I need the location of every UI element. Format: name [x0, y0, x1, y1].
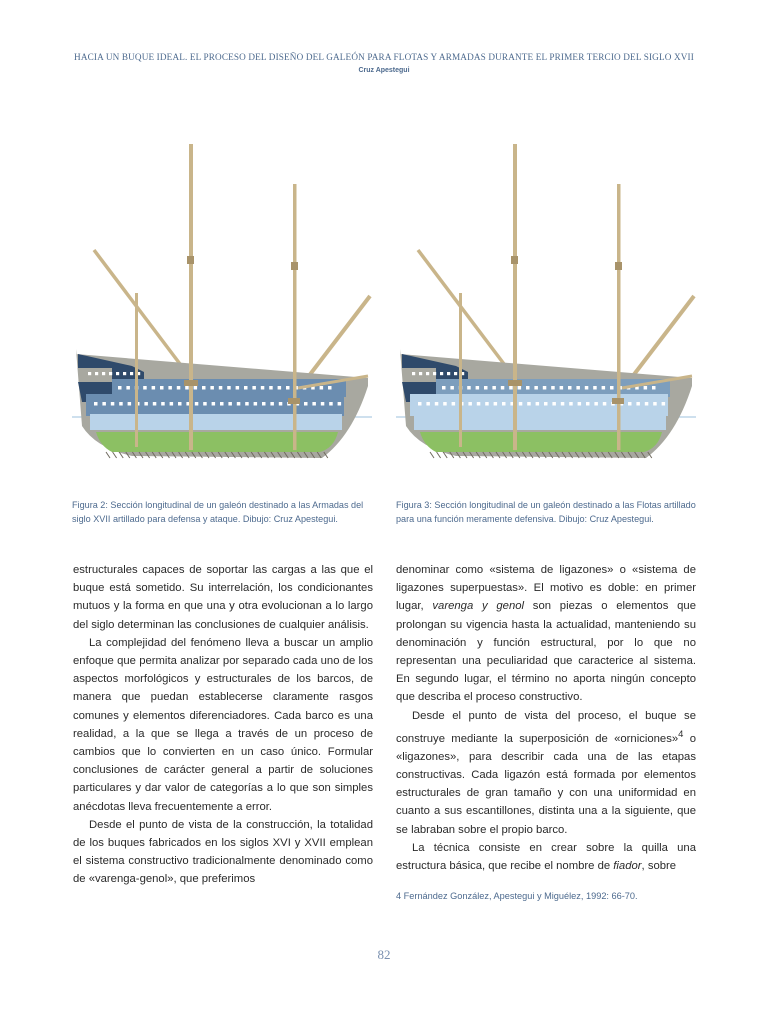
mizzenmast — [135, 293, 138, 447]
gunport — [102, 372, 105, 375]
gunport — [576, 386, 580, 390]
paragraph: estructurales capaces de soportar las cargas a las que el buque está sometido. Su interrelación, los condicionantes mutuos y la forma en que una y otra evolucionan a lo largo del siglo determinan las conclusiones de cualquier análisis. — [73, 564, 373, 631]
gunport — [228, 402, 232, 406]
running-title: HACIA UN BUQUE IDEAL. EL PROCESO DEL DISEÑO DEL GALEÓN PARA FLOTAS Y ARMADAS DURANTE EL PRIMER TERCIO DEL SIGLO XVII — [74, 52, 694, 62]
running-author: Cruz Apestegui — [358, 67, 410, 74]
gunport — [552, 402, 556, 406]
gunport — [585, 386, 589, 390]
gunport — [476, 386, 480, 390]
gunport — [160, 386, 164, 390]
gunport — [177, 386, 181, 390]
italic-term: fiador — [613, 860, 642, 873]
gunport — [594, 402, 598, 406]
gunport — [210, 386, 214, 390]
gunport — [534, 386, 538, 390]
gunport — [477, 402, 481, 406]
gunport — [212, 402, 216, 406]
gunport — [236, 386, 240, 390]
page-number: 82 — [377, 947, 391, 962]
gunport — [227, 386, 231, 390]
gunport — [328, 386, 332, 390]
gunport — [433, 372, 436, 375]
gunport — [286, 386, 290, 390]
gunport — [123, 372, 126, 375]
gunport — [95, 372, 98, 375]
gunport — [119, 402, 123, 406]
paragraph: Desde el punto de vista de la construcción, la totalidad de los buques fabricados en los siglos XVI y XVII emplean el sistema constructivo tradicionalmente denominado como de «varenga-genol», que preferimos — [73, 818, 373, 886]
gunport — [270, 402, 274, 406]
gunport — [519, 402, 523, 406]
gunport — [220, 402, 224, 406]
gunport — [279, 402, 283, 406]
mast-band — [187, 256, 194, 264]
gunport — [152, 386, 156, 390]
gunport — [426, 372, 429, 375]
gunport — [628, 402, 632, 406]
gunport — [509, 386, 513, 390]
foremast — [293, 184, 297, 450]
gunport — [194, 386, 198, 390]
gunport — [144, 402, 148, 406]
orlop-deck — [414, 414, 666, 430]
frame-mark — [430, 452, 434, 458]
text-run: , sobre — [641, 860, 677, 873]
gunport — [426, 402, 430, 406]
gunport — [442, 386, 446, 390]
text-run: son piezas o elementos que prolongan su vigencia hasta la actualidad, manteniendo su denominación y función estructural, por lo que no representan una peculiaridad que caracterice al sistema. En segundo lugar, el término no aporta ningún concepto que describa el proceso constructivo. — [396, 600, 696, 704]
gunport — [443, 402, 447, 406]
mast-partner — [508, 380, 522, 386]
mast-partner — [612, 398, 624, 404]
gunport — [202, 386, 206, 390]
gunport — [593, 386, 597, 390]
gunport — [321, 402, 325, 406]
gunport — [109, 372, 112, 375]
gunport — [418, 402, 422, 406]
hold — [420, 432, 662, 452]
gunport — [435, 402, 439, 406]
gunport — [454, 372, 457, 375]
paragraph — [396, 561, 696, 707]
hold — [96, 432, 338, 452]
mizzenmast — [459, 293, 462, 447]
gunport — [320, 386, 324, 390]
text-run: Desde el punto de vista del proceso, el buque se construye mediante la superposición de «orniciones» — [396, 709, 696, 745]
figure-2-caption: Figura 2: Sección longitudinal de un galeón destinado a las Armadas del siglo XVII artillado para defensa y ataque. Dibujo: Cruz Apestegui. — [72, 500, 364, 524]
gunport — [468, 402, 472, 406]
mainmast — [513, 144, 517, 450]
text-run: denominar como «sistema de ligazones» o «sistema de ligazones superpuestas». El motivo es doble: en primer lugar, — [396, 564, 696, 613]
foremast — [617, 184, 621, 450]
gunport — [245, 402, 249, 406]
figure-3-caption: Figura 3: Sección longitudinal de un galeón destinado a las Flotas artillado para una función meramente defensiva. Dibujo: Cruz Apestegui. — [396, 500, 696, 524]
gunport — [527, 402, 531, 406]
mainmast — [189, 144, 193, 450]
gunport — [126, 386, 129, 390]
gunport — [102, 402, 106, 406]
gunport — [111, 402, 115, 406]
gunport — [636, 402, 640, 406]
gunport — [203, 402, 207, 406]
gunport — [485, 402, 489, 406]
gunport — [450, 386, 454, 390]
gunport — [560, 386, 564, 390]
mast-band — [291, 262, 298, 270]
gunport — [329, 402, 333, 406]
gunport — [543, 386, 547, 390]
body-column-left — [73, 561, 373, 889]
mast-band — [511, 256, 518, 264]
gunport — [261, 386, 265, 390]
gunport — [278, 386, 282, 390]
gunport — [312, 402, 316, 406]
gunport — [492, 386, 496, 390]
mast-band — [615, 262, 622, 270]
footnote-ref[interactable]: 4 — [678, 727, 684, 739]
gunport — [447, 372, 450, 375]
gunport — [440, 372, 443, 375]
gunport — [304, 402, 308, 406]
gunport — [502, 402, 506, 406]
italic-term: varenga y genol — [432, 600, 525, 613]
gunport — [161, 402, 165, 406]
gunport — [94, 402, 98, 406]
gunport — [116, 372, 119, 375]
gunport — [569, 402, 573, 406]
gunport — [185, 386, 189, 390]
gunport — [653, 402, 657, 406]
gunport — [652, 386, 656, 390]
gunport — [338, 402, 342, 406]
gunport — [501, 386, 505, 390]
gunport — [662, 402, 666, 406]
gunport — [237, 402, 241, 406]
gunport — [130, 372, 133, 375]
gunport — [578, 402, 582, 406]
gunport — [419, 372, 422, 375]
text-run: La técnica consiste en crear sobre la quilla una estructura básica, que recibe el nombre de — [396, 841, 696, 873]
gunport — [412, 372, 415, 375]
gunport — [494, 402, 498, 406]
gunport — [610, 386, 614, 390]
gunport — [170, 402, 174, 406]
paragraph — [396, 707, 696, 839]
gunport — [536, 402, 540, 406]
gunport — [645, 402, 649, 406]
gunport — [568, 386, 572, 390]
gunport — [128, 402, 132, 406]
gunport — [143, 386, 147, 390]
frame-mark — [113, 452, 117, 458]
gunport — [467, 386, 471, 390]
gunport — [518, 386, 522, 390]
gunport — [88, 372, 91, 375]
footnote: 4 Fernández González, Apestegui y Miguélez, 1992: 66-70. — [396, 891, 638, 901]
paragraph: La complejidad del fenómeno lleva a buscar un amplio enfoque que permita analizar por separado cada uno de los aspectos morfológicos y estructurales de los barcos, de manera que puedan establecerse claramente rasgos comunes y elementos diferenciadores. Cada barco es una realidad, a la que se llega a través de un proceso de cambios que lo convierten en un caso único. Formular conclusiones de carácter general a partir de soluciones particulares y dar valor de categorías a lo que son simples anécdotas lleva frecuentemente a error. — [73, 636, 373, 813]
gunport — [603, 402, 607, 406]
gunport — [168, 386, 172, 390]
gunport — [602, 386, 606, 390]
mast-partner — [288, 398, 300, 404]
gunport — [484, 386, 488, 390]
body-column-right — [396, 561, 696, 875]
gunport — [254, 402, 258, 406]
figure-3-galleon-section — [396, 136, 696, 466]
gunport — [262, 402, 266, 406]
gunport — [195, 402, 199, 406]
gunport — [269, 386, 273, 390]
gunport — [178, 402, 182, 406]
gunport — [219, 386, 223, 390]
gunport — [252, 386, 256, 390]
frame-mark — [437, 452, 441, 458]
mast-partner — [184, 380, 198, 386]
gunport — [561, 402, 565, 406]
gunport — [526, 386, 530, 390]
text-run: o «ligazones», para describir cada una de las etapas constructivas. Cada ligazón está formada por elementos estructurales de gran tamaño y con una uniformidad en cuanto a sus escantillones, distinta una a la siguiente, que se labraban sobre el propio barco. — [396, 732, 696, 836]
gunport — [118, 386, 122, 390]
galleon-drawing-flotas — [396, 136, 696, 466]
frame-mark — [106, 452, 110, 458]
gunport — [544, 402, 548, 406]
galleon-drawing-armadas — [72, 136, 372, 466]
orlop-deck — [90, 414, 342, 430]
figure-2-galleon-section — [72, 136, 372, 466]
paragraph — [396, 839, 696, 875]
gunport — [551, 386, 555, 390]
gunport — [586, 402, 590, 406]
gunport — [644, 386, 648, 390]
gunport — [153, 402, 157, 406]
gunport — [244, 386, 248, 390]
gunport — [452, 402, 456, 406]
